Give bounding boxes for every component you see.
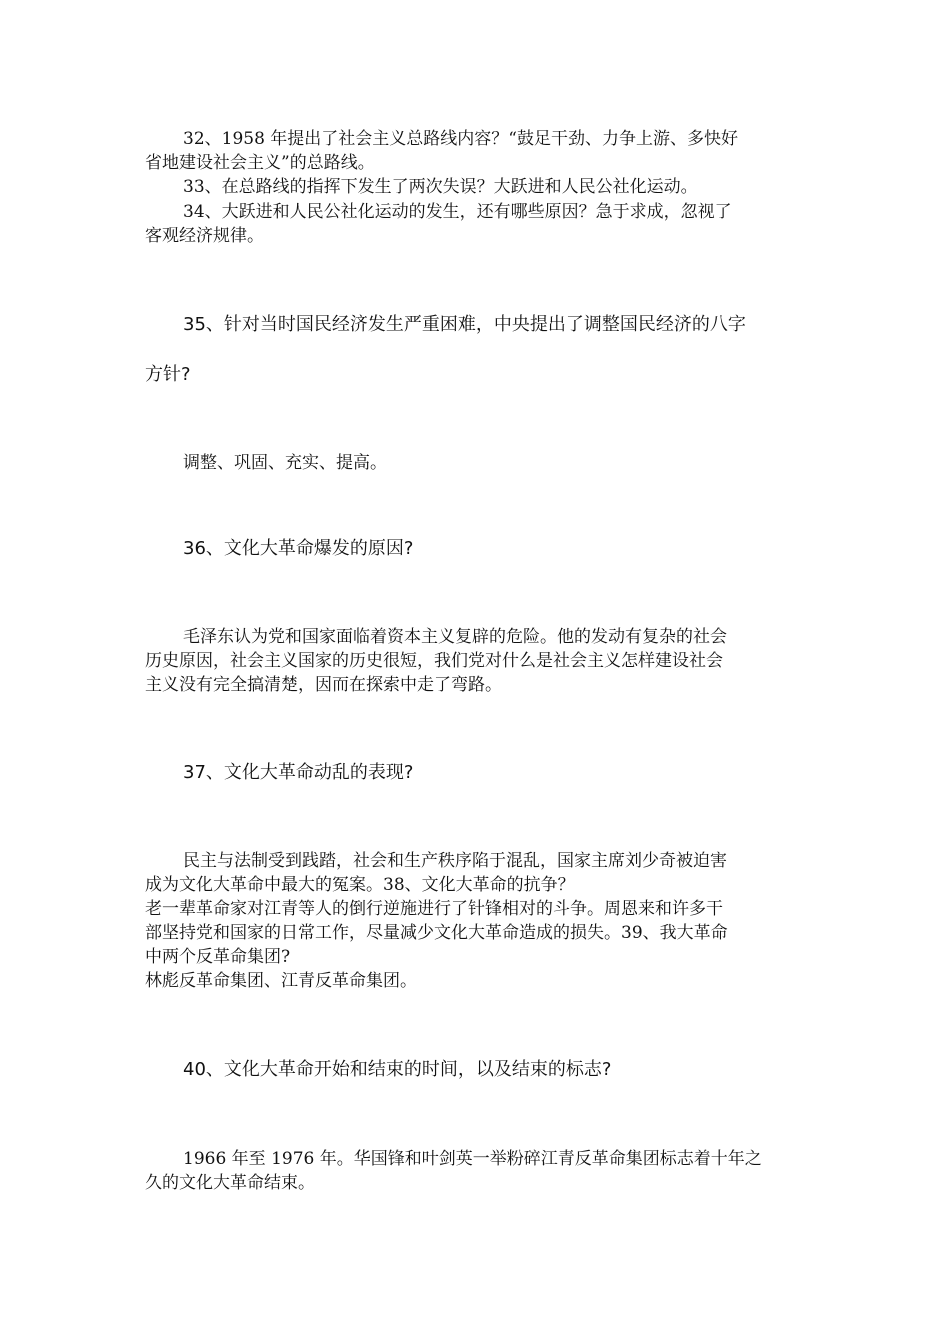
answer-37-line-6: 林彪反革命集团、江青反革命集团。 (145, 971, 417, 991)
question-32-line-1: 32、1958 年提出了社会主义总路线内容？“鼓足干劲、力争上游、多快好 (183, 129, 738, 149)
question-35-line-2: 方针? (145, 364, 191, 385)
question-40 (145, 1057, 810, 1083)
question-35-line-1: 35、针对当时国民经济发生严重困难，中央提出了调整国民经济的八字 (183, 314, 746, 335)
answer-37-line-4: 部坚持党和国家的日常工作，尽量减少文化大革命造成的损失。39、我大革命 (145, 923, 728, 943)
question-37 (145, 760, 810, 786)
question-34 (145, 200, 810, 248)
answer-37 (145, 849, 810, 993)
answer-35-line-1: 调整、巩固、充实、提高。 (183, 453, 387, 473)
answer-40 (145, 1147, 810, 1195)
answer-37-line-2: 成为文化大革命中最大的冤案。38、文化大革命的抗争？ (145, 875, 575, 895)
question-37-line-1: 37、文化大革命动乱的表现? (183, 762, 414, 783)
answer-36 (145, 625, 810, 697)
question-36 (145, 536, 810, 562)
question-33-line-1: 33、在总路线的指挥下发生了两次失误？大跃进和人民公社化运动。 (183, 177, 698, 197)
question-40-line-1: 40、文化大革命开始和结束的时间，以及结束的标志? (183, 1059, 612, 1080)
question-34-line-2: 客观经济规律。 (145, 226, 264, 246)
question-33 (145, 175, 810, 199)
answer-36-line-1: 毛泽东认为党和国家面临着资本主义复辟的危险。他的发动有复杂的社会 (183, 627, 727, 647)
answer-37-line-1: 民主与法制受到践踏，社会和生产秩序陷于混乱，国家主席刘少奇被迫害 (183, 851, 727, 871)
answer-36-line-2: 历史原因，社会主义国家的历史很短，我们党对什么是社会主义怎样建设社会 (145, 651, 723, 671)
answer-35 (145, 451, 810, 475)
question-32-line-2: 省地建设社会主义”的总路线。 (145, 153, 375, 173)
answer-37-line-5: 中两个反革命集团? (145, 947, 291, 967)
answer-40-line-1: 1966 年至 1976 年。华国锋和叶剑英一举粉碎江青反革命集团标志着十年之 (183, 1149, 762, 1169)
question-36-line-1: 36、文化大革命爆发的原因? (183, 538, 414, 559)
question-34-line-1: 34、大跃进和人民公社化运动的发生，还有哪些原因？急于求成，忽视了 (183, 202, 732, 222)
answer-36-line-3: 主义没有完全搞清楚，因而在探索中走了弯路。 (145, 675, 502, 695)
question-32 (145, 127, 810, 175)
question-35-cont (145, 362, 810, 388)
answer-37-line-3: 老一辈革命家对江青等人的倒行逆施进行了针锋相对的斗争。周恩来和许多干 (145, 899, 723, 919)
answer-40-line-2: 久的文化大革命结束。 (145, 1173, 315, 1193)
question-35 (145, 312, 810, 338)
